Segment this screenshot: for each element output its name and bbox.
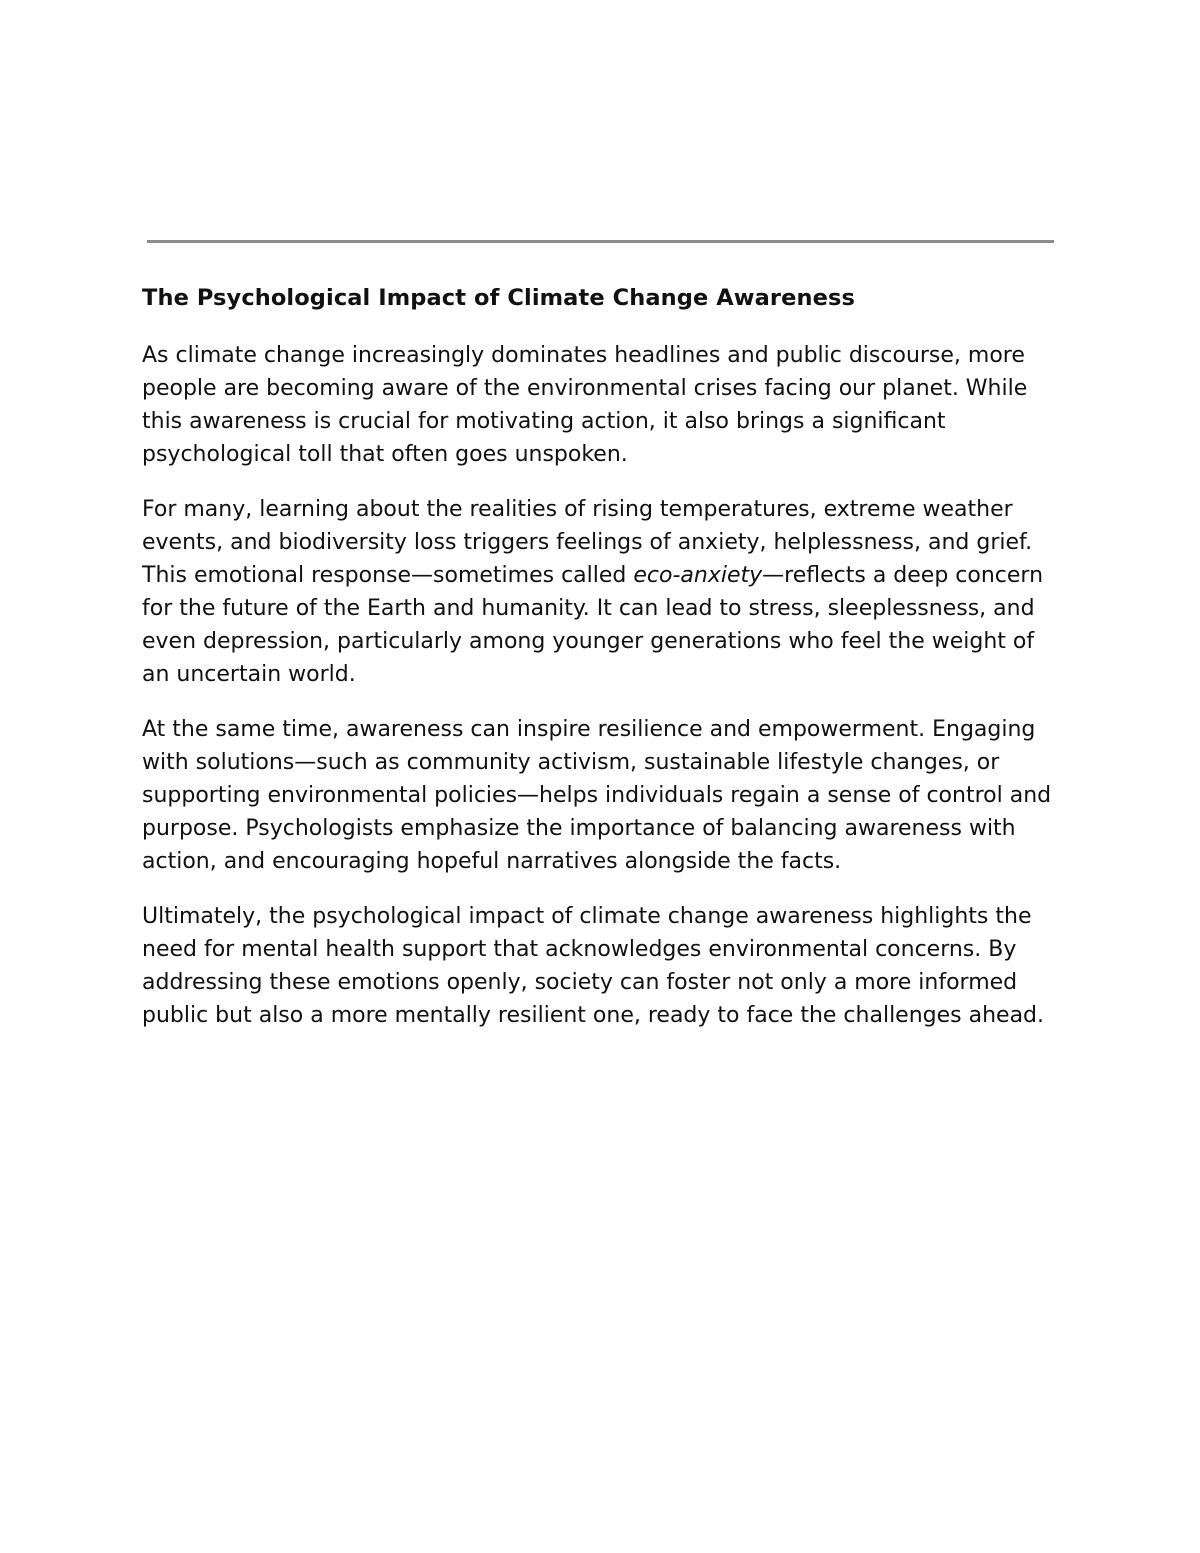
paragraph-1: As climate change increasingly dominates headlines and public discourse, more people are becoming aware of the environmental crises facing our planet. While this awareness is crucial for motivating action, it also brings a significant psychological toll that often goes unspoken. (142, 343, 1028, 467)
paragraph-3: At the same time, awareness can inspire resilience and empowerment. Engaging with solutions—such as community activism, sustainable lifestyle changes, or supporting environmental policies—helps individuals regain a sense of control and purpose. Psychologists emphasize the importance of balancing awareness with action, and encouraging hopeful narratives alongside the facts. (142, 717, 1052, 874)
eco-anxiety-term: eco-anxiety (633, 563, 763, 588)
document-title: The Psychological Impact of Climate Change Awareness (142, 285, 855, 311)
paragraph-4: Ultimately, the psychological impact of climate change awareness highlights the need for mental health support that acknowledges environmental concerns. By addressing these emotions openly, society can foster not only a more informed public but also a more mentally resilient one, ready to face the challenges ahead. (142, 904, 1045, 1028)
paragraph-2-rest: —reflects a deep concern for the future of the Earth and humanity. It can lead to stress, sleeplessness, and even depression, particularly among younger generations who feel the weight of an uncertain world. (142, 563, 1044, 687)
paragraph-2-lead: For many, learning about the realities of rising temperatures, extreme weather events, and biodiversity loss triggers feelings of anxiety, helplessness, and grief. This emotional response—sometimes called (142, 497, 1033, 588)
paragraph-2 (142, 493, 1062, 691)
horizontal-rule (147, 240, 1054, 243)
document-body (142, 282, 1062, 1054)
